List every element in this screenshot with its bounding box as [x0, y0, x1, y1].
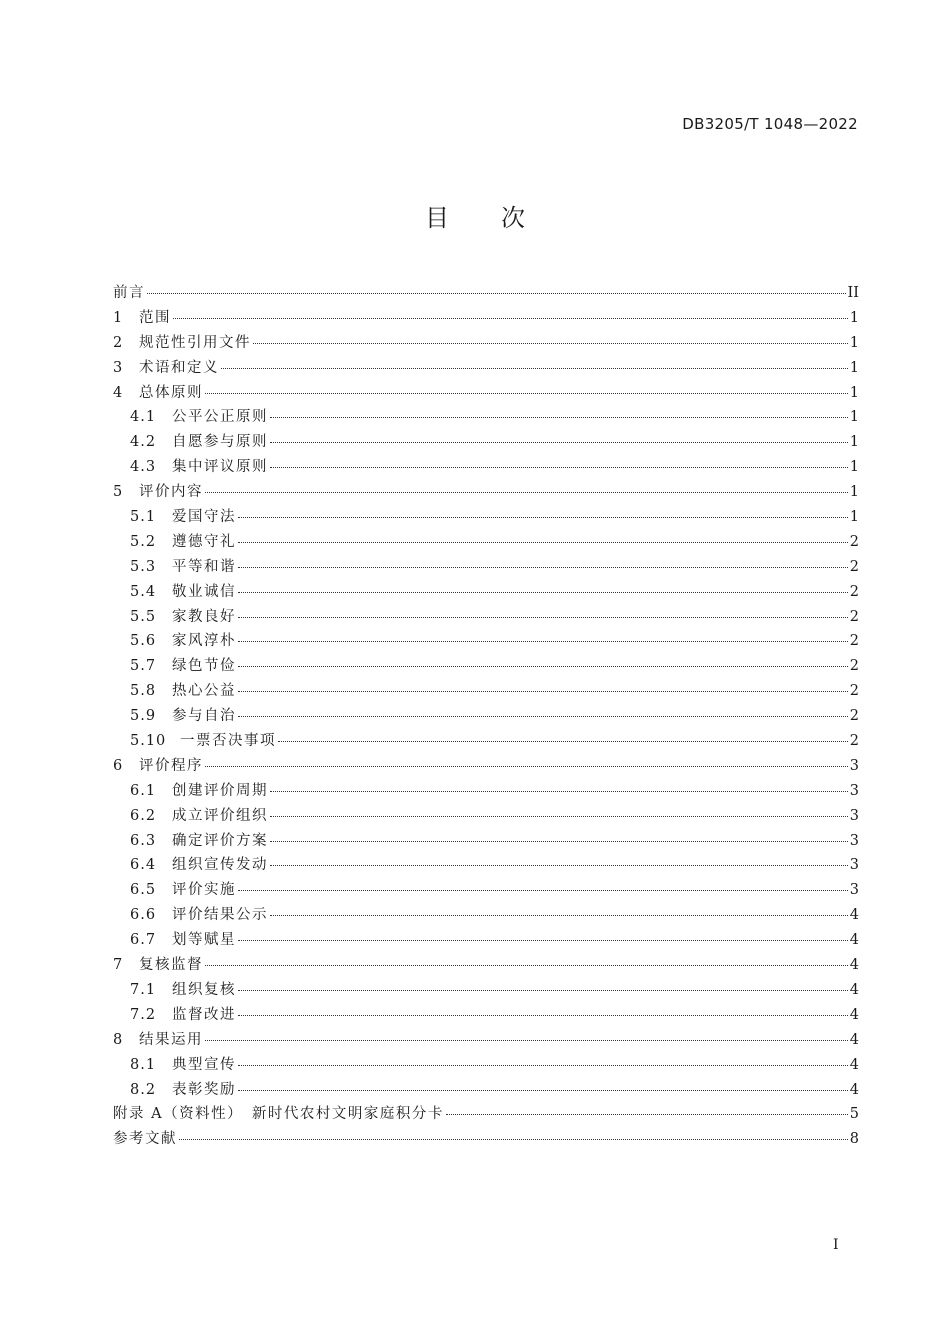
toc-entry-title: 参考文献 [113, 1131, 177, 1148]
toc-entry-page: 1 [849, 434, 859, 451]
dot-leader [238, 1065, 848, 1066]
toc-entry-title: 热心公益 [172, 683, 236, 700]
toc-entry-title: 绿色节俭 [172, 658, 236, 675]
toc-entry-title: 爱国守法 [172, 509, 236, 526]
dot-leader [270, 442, 848, 443]
toc-entry[interactable] [113, 1127, 859, 1152]
toc-entry-number: 5.8 [130, 683, 157, 700]
toc-entry[interactable] [113, 331, 859, 356]
toc-entry[interactable] [113, 580, 859, 605]
toc-entry-title: 结果运用 [139, 1031, 203, 1048]
toc-entry-page: 3 [849, 782, 859, 799]
toc-entry-title: 一票否决事项 [180, 733, 276, 750]
toc-entry-title: 自愿参与原则 [172, 434, 268, 451]
dot-leader [205, 766, 848, 767]
dot-leader [179, 1139, 848, 1140]
toc-entry-number: 5.9 [130, 708, 157, 725]
toc-entry[interactable] [113, 928, 859, 953]
toc-entry[interactable] [113, 704, 859, 729]
dot-leader [238, 641, 848, 642]
toc-entry[interactable] [113, 480, 859, 505]
dot-leader [205, 393, 848, 394]
toc-entry-number: 5.4 [130, 583, 157, 600]
toc-entry[interactable] [113, 1078, 859, 1103]
toc-entry-title: 划等赋星 [172, 932, 236, 949]
toc-entry-page: 4 [849, 1031, 859, 1048]
toc-entry-page: II [847, 285, 859, 301]
toc-entry-number: 4 [113, 384, 124, 401]
toc-entry-page: 8 [849, 1131, 859, 1148]
toc-entry-number: 6.2 [130, 807, 157, 824]
toc-entry-page: 1 [849, 459, 859, 476]
toc-entry-title: 遵德守礼 [172, 533, 236, 550]
dot-leader [238, 940, 848, 941]
toc-entry-number: 2 [113, 334, 124, 351]
toc-entry-number: 6.3 [130, 832, 157, 849]
toc-entry-title: 集中评议原则 [172, 459, 268, 476]
page-title [0, 200, 950, 236]
toc-entry-title: 确定评价方案 [172, 832, 268, 849]
toc-entry-title: 平等和谐 [172, 558, 236, 575]
toc-entry-page: 2 [849, 608, 859, 625]
toc-entry[interactable] [113, 1028, 859, 1053]
toc-entry-title: 敬业诚信 [172, 583, 236, 600]
toc-entry-number: 8.1 [130, 1056, 157, 1073]
toc-entry[interactable] [113, 605, 859, 630]
toc-entry-number: 6.4 [130, 857, 157, 874]
toc-entry[interactable] [113, 1102, 859, 1127]
document-code: DB3205/T 1048—2022 [682, 115, 858, 133]
toc-entry[interactable] [113, 381, 859, 406]
toc-entry-page: 2 [849, 583, 859, 600]
page-number: I [833, 1237, 839, 1253]
toc-entry[interactable] [113, 530, 859, 555]
toc-entry-number: 5.2 [130, 533, 157, 550]
toc-entry[interactable] [113, 654, 859, 679]
toc-entry-page: 4 [849, 932, 859, 949]
dot-leader [238, 542, 848, 543]
toc-entry-number: 5 [113, 484, 124, 501]
dot-leader [238, 1015, 848, 1016]
toc-entry-page: 3 [849, 757, 859, 774]
toc-entry-title: 监督改进 [172, 1006, 236, 1023]
dot-leader [270, 417, 848, 418]
toc-entry-number: 7 [113, 957, 124, 974]
toc-entry-number: 5.1 [130, 509, 157, 526]
toc-entry-page: 2 [849, 658, 859, 675]
dot-leader [205, 965, 848, 966]
toc-entry-number: 7.1 [130, 981, 157, 998]
toc-entry-page: 4 [849, 907, 859, 924]
toc-entry-page: 2 [849, 683, 859, 700]
toc-entry[interactable] [113, 306, 859, 331]
toc-entry-page: 4 [849, 1006, 859, 1023]
toc-entry-page: 2 [849, 708, 859, 725]
toc-entry-page: 3 [849, 807, 859, 824]
toc-entry-title: 复核监督 [139, 957, 203, 974]
toc-entry[interactable] [113, 1003, 859, 1028]
toc-entry-title: 成立评价组织 [172, 807, 268, 824]
toc-entry-number: 5.7 [130, 658, 157, 675]
toc-entry[interactable] [113, 829, 859, 854]
dot-leader [147, 293, 846, 294]
dot-leader [446, 1114, 848, 1115]
toc-entry-number: 5.10 [130, 733, 167, 750]
toc-entry[interactable] [113, 779, 859, 804]
toc-entry-title: 评价结果公示 [172, 907, 268, 924]
toc-entry[interactable] [113, 953, 859, 978]
dot-leader [253, 343, 848, 344]
dot-leader [270, 467, 848, 468]
toc-entry-title: 家风淳朴 [172, 633, 236, 650]
toc-entry-title: 评价内容 [139, 484, 203, 501]
toc-entry-page: 1 [849, 509, 859, 526]
dot-leader [270, 915, 848, 916]
toc-entry-number: 7.2 [130, 1006, 157, 1023]
dot-leader [238, 716, 848, 717]
toc-entry[interactable] [113, 853, 859, 878]
toc-entry-title: 组织复核 [172, 981, 236, 998]
toc-entry-page: 4 [849, 1056, 859, 1073]
dot-leader [238, 617, 848, 618]
toc-entry[interactable] [113, 430, 859, 455]
dot-leader [238, 691, 848, 692]
toc-entry-page: 2 [849, 558, 859, 575]
toc-entry-title: 评价程序 [139, 757, 203, 774]
dot-leader [205, 1040, 848, 1041]
toc-entry-page: 4 [849, 957, 859, 974]
dot-leader [270, 865, 848, 866]
toc-entry-number: 6.1 [130, 782, 157, 799]
title-char-2: 次 [501, 204, 525, 232]
toc-entry-number: 4.3 [130, 459, 157, 476]
toc-entry-page: 3 [849, 832, 859, 849]
toc-entry-page: 4 [849, 1081, 859, 1098]
toc-entry-number: 3 [113, 359, 124, 376]
toc-entry-title: 典型宣传 [172, 1056, 236, 1073]
toc-entry-title: 附录 A（资料性） 新时代农村文明家庭积分卡 [113, 1106, 444, 1123]
toc-entry-page: 1 [849, 409, 859, 426]
dot-leader [238, 990, 848, 991]
toc-entry[interactable] [113, 356, 859, 381]
toc-entry-title: 总体原则 [139, 384, 203, 401]
toc-entry-title: 评价实施 [172, 882, 236, 899]
toc-entry-page: 2 [849, 633, 859, 650]
toc-entry-number: 4.1 [130, 409, 157, 426]
toc-entry[interactable] [113, 281, 859, 306]
toc-entry[interactable] [113, 555, 859, 580]
toc-entry[interactable] [113, 804, 859, 829]
toc-entry-page: 3 [849, 882, 859, 899]
toc-entry-title: 术语和定义 [139, 359, 219, 376]
toc-entry[interactable] [113, 505, 859, 530]
toc-entry-number: 6.5 [130, 882, 157, 899]
dot-leader [270, 791, 848, 792]
toc-entry-title: 表彰奖励 [172, 1081, 236, 1098]
toc-entry-number: 4.2 [130, 434, 157, 451]
toc-entry[interactable] [113, 1053, 859, 1078]
toc-entry-number: 5.6 [130, 633, 157, 650]
toc-entry[interactable] [113, 754, 859, 779]
toc-entry-page: 3 [849, 857, 859, 874]
toc-entry[interactable] [113, 629, 859, 654]
toc-entry-page: 1 [849, 484, 859, 501]
toc-entry[interactable] [113, 679, 859, 704]
toc-entry-number: 6 [113, 757, 124, 774]
table-of-contents [113, 281, 859, 1152]
toc-entry-page: 1 [849, 384, 859, 401]
dot-leader [238, 567, 848, 568]
toc-entry-number: 1 [113, 309, 124, 326]
toc-entry-page: 4 [849, 981, 859, 998]
toc-entry-title: 公平公正原则 [172, 409, 268, 426]
toc-entry[interactable] [113, 729, 859, 754]
toc-entry-number: 6.7 [130, 932, 157, 949]
dot-leader [278, 741, 848, 742]
dot-leader [205, 492, 848, 493]
toc-entry-number: 6.6 [130, 907, 157, 924]
toc-entry-title: 参与自治 [172, 708, 236, 725]
dot-leader [270, 816, 848, 817]
toc-entry-title: 范围 [139, 309, 171, 326]
dot-leader [238, 666, 848, 667]
toc-entry-number: 8.2 [130, 1081, 157, 1098]
toc-entry-title: 前言 [113, 285, 145, 301]
title-char-1: 目 [425, 204, 449, 232]
dot-leader [238, 517, 848, 518]
toc-entry-page: 1 [849, 309, 859, 326]
toc-entry-page: 5 [849, 1106, 859, 1123]
toc-entry-page: 2 [849, 533, 859, 550]
dot-leader [238, 1090, 848, 1091]
toc-entry-title: 组织宣传发动 [172, 857, 268, 874]
toc-entry-title: 家教良好 [172, 608, 236, 625]
toc-entry[interactable] [113, 405, 859, 430]
toc-entry-page: 1 [849, 334, 859, 351]
toc-entry[interactable] [113, 978, 859, 1003]
toc-entry-page: 2 [849, 733, 859, 750]
toc-entry[interactable] [113, 455, 859, 480]
toc-entry-title: 创建评价周期 [172, 782, 268, 799]
toc-entry[interactable] [113, 903, 859, 928]
dot-leader [238, 890, 848, 891]
toc-entry-number: 5.5 [130, 608, 157, 625]
dot-leader [221, 368, 848, 369]
toc-entry[interactable] [113, 878, 859, 903]
dot-leader [238, 592, 848, 593]
toc-entry-number: 5.3 [130, 558, 157, 575]
dot-leader [270, 841, 848, 842]
toc-entry-number: 8 [113, 1031, 124, 1048]
toc-entry-page: 1 [849, 359, 859, 376]
dot-leader [173, 318, 848, 319]
toc-entry-title: 规范性引用文件 [139, 334, 251, 351]
